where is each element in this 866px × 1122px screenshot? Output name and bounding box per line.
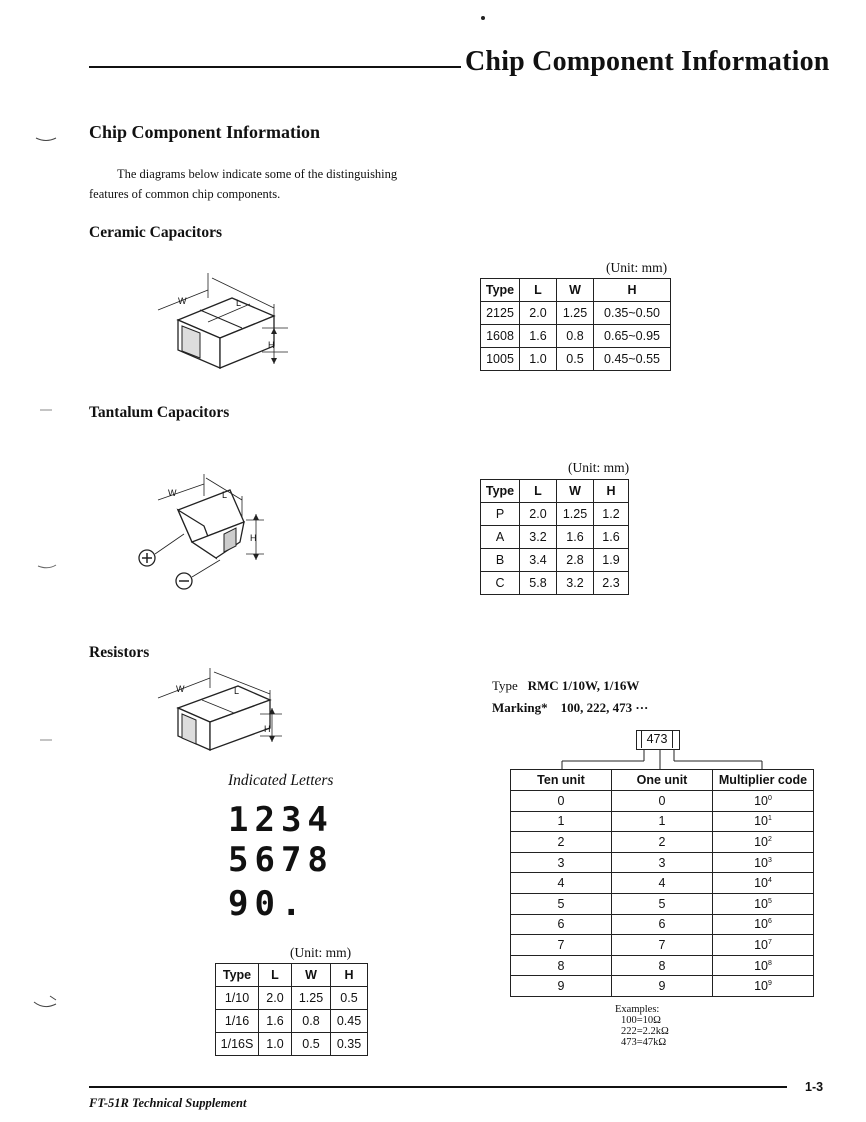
tantalum-unit-note: (Unit: mm) — [568, 460, 630, 475]
col-h: H — [594, 279, 671, 302]
cell: 1608 — [481, 325, 520, 348]
table-row — [481, 503, 629, 526]
col-one-unit: One unit — [612, 770, 713, 791]
type-value: RMC 1/10W, 1/16W — [527, 678, 640, 693]
resistor-examples — [615, 1004, 669, 1048]
cell: A — [481, 526, 520, 549]
col-w: W — [292, 964, 331, 987]
cell-ten: 7 — [511, 935, 612, 956]
cell-one: 3 — [612, 852, 713, 873]
table-row — [511, 935, 814, 956]
table-row — [511, 976, 814, 997]
cell-one: 5 — [612, 893, 713, 914]
table-row — [481, 348, 671, 371]
col-type: Type — [481, 480, 520, 503]
tantalum-l-label: L — [222, 490, 228, 500]
marking-label: Marking* — [492, 700, 548, 715]
cell-ten: 6 — [511, 914, 612, 935]
cell: 0.45~0.55 — [594, 348, 671, 371]
table-row — [481, 526, 629, 549]
cell: 1.9 — [594, 549, 629, 572]
ceramic-table — [480, 278, 671, 371]
table-row — [511, 873, 814, 894]
cell: 3.4 — [520, 549, 557, 572]
cell: 1.0 — [520, 348, 557, 371]
cell: 1.25 — [557, 503, 594, 526]
cell: 1/10 — [216, 987, 259, 1010]
cell: 1.25 — [292, 987, 331, 1010]
cell: 1.6 — [520, 325, 557, 348]
cell: 3.2 — [520, 526, 557, 549]
cell-ten: 1 — [511, 811, 612, 832]
type-label: Type — [492, 678, 518, 693]
cell-one: 6 — [612, 914, 713, 935]
cell-one: 0 — [612, 791, 713, 812]
table-header-row — [511, 770, 814, 791]
intro-line-2: features of common chip components. — [89, 187, 281, 201]
cell-ten: 5 — [511, 893, 612, 914]
cell-one: 9 — [612, 976, 713, 997]
header-dot — [481, 16, 485, 20]
cell: 1.0 — [259, 1033, 292, 1056]
cell: 1005 — [481, 348, 520, 371]
ceramic-l-label: L — [236, 298, 242, 308]
table-row — [511, 811, 814, 832]
tantalum-w-label: W — [168, 488, 177, 498]
cell: 1.6 — [259, 1010, 292, 1033]
cell-one: 7 — [612, 935, 713, 956]
table-row — [511, 791, 814, 812]
cell-one: 4 — [612, 873, 713, 894]
tantalum-h-label: H — [250, 533, 257, 543]
resistor-marking-line — [492, 700, 648, 716]
cell: 0.35~0.50 — [594, 302, 671, 325]
col-w: W — [557, 279, 594, 302]
footer-doc-title: FT-51R Technical Supplement — [89, 1096, 247, 1110]
col-ten-unit: Ten unit — [511, 770, 612, 791]
indicated-letters-row-1: 1234 — [228, 800, 334, 840]
resistor-type-line — [492, 678, 639, 694]
cell: 5.8 — [520, 572, 557, 595]
cell-multiplier: $10^3$ — [713, 852, 814, 873]
cell-one: 1 — [612, 811, 713, 832]
cell-ten: 0 — [511, 791, 612, 812]
margin-marks — [30, 0, 90, 1122]
col-w: W — [557, 480, 594, 503]
resistor-l-label: L — [234, 686, 240, 696]
tantalum-section-title: Tantalum Capacitors — [89, 404, 230, 421]
tantalum-capacitor-diagram — [134, 470, 304, 600]
resistor-diagram — [150, 666, 300, 756]
col-type: Type — [481, 279, 520, 302]
cell: 1.6 — [594, 526, 629, 549]
table-row — [511, 955, 814, 976]
cell-multiplier: $10^8$ — [713, 955, 814, 976]
col-l: L — [520, 480, 557, 503]
ceramic-w-label: W — [178, 296, 187, 306]
cell-ten: 3 — [511, 852, 612, 873]
col-type: Type — [216, 964, 259, 987]
cell-ten: 9 — [511, 976, 612, 997]
cell: 0.5 — [557, 348, 594, 371]
marking-example-inner: 473 — [641, 731, 673, 748]
cell: 0.45 — [331, 1010, 368, 1033]
resistor-h-label: H — [264, 724, 271, 734]
col-multiplier: Multiplier code — [713, 770, 814, 791]
table-row — [511, 832, 814, 853]
cell: 0.65~0.95 — [594, 325, 671, 348]
cell-multiplier: $10^4$ — [713, 873, 814, 894]
marking-example-box — [636, 730, 680, 750]
cell: 0.8 — [292, 1010, 331, 1033]
intro-paragraph — [89, 164, 449, 204]
table-row — [481, 302, 671, 325]
cell-multiplier: $10^0$ — [713, 791, 814, 812]
example-1: 100=10Ω — [621, 1015, 661, 1026]
table-row — [216, 1010, 368, 1033]
cell: C — [481, 572, 520, 595]
cell: 0.35 — [331, 1033, 368, 1056]
cell: 2125 — [481, 302, 520, 325]
cell: 0.5 — [292, 1033, 331, 1056]
cell: 0.8 — [557, 325, 594, 348]
resistor-table — [215, 963, 368, 1056]
table-row — [216, 1033, 368, 1056]
ceramic-capacitor-diagram — [150, 268, 310, 378]
ceramic-section-title: Ceramic Capacitors — [89, 224, 222, 241]
cell-one: 2 — [612, 832, 713, 853]
cell: 2.8 — [557, 549, 594, 572]
table-header-row — [481, 279, 671, 302]
cell: 1.25 — [557, 302, 594, 325]
cell: 2.3 — [594, 572, 629, 595]
indicated-letters-row-3: 90. — [228, 884, 308, 924]
cell-multiplier: $10^1$ — [713, 811, 814, 832]
cell-ten: 2 — [511, 832, 612, 853]
cell-ten: 4 — [511, 873, 612, 894]
ceramic-unit-note: (Unit: mm) — [606, 260, 668, 275]
cell: 2.0 — [259, 987, 292, 1010]
col-l: L — [259, 964, 292, 987]
table-row — [481, 549, 629, 572]
cell: 1.2 — [594, 503, 629, 526]
cell-one: 8 — [612, 955, 713, 976]
table-row — [481, 572, 629, 595]
marking-code-table — [510, 769, 814, 997]
table-row — [481, 325, 671, 348]
resistors-section-title: Resistors — [89, 644, 150, 661]
table-header-row — [216, 964, 368, 987]
resistor-w-label: W — [176, 684, 185, 694]
cell: P — [481, 503, 520, 526]
code-table-body — [511, 791, 814, 997]
example-3: 473=47kΩ — [621, 1037, 667, 1048]
marking-value: 100, 222, 473 ··· — [560, 700, 649, 715]
example-2: 222=2.2kΩ — [621, 1026, 669, 1037]
indicated-letters-row-2: 5678 — [228, 840, 334, 880]
table-header-row — [481, 480, 629, 503]
ceramic-h-label: H — [268, 340, 275, 350]
col-h: H — [331, 964, 368, 987]
cell-multiplier: $10^6$ — [713, 914, 814, 935]
table-row — [511, 914, 814, 935]
cell-multiplier: $10^9$ — [713, 976, 814, 997]
cell: 2.0 — [520, 302, 557, 325]
table-row — [511, 893, 814, 914]
cell: B — [481, 549, 520, 572]
header-rule — [89, 66, 461, 68]
intro-line-1: The diagrams below indicate some of the distinguishing — [117, 167, 398, 181]
examples-title: Examples: — [615, 1004, 660, 1015]
cell: 1.6 — [557, 526, 594, 549]
cell: 3.2 — [557, 572, 594, 595]
cell: 1/16 — [216, 1010, 259, 1033]
resistor-unit-note: (Unit: mm) — [290, 945, 352, 960]
indicated-letters-title: Indicated Letters — [228, 772, 334, 789]
cell-multiplier: $10^2$ — [713, 832, 814, 853]
cell-multiplier: $10^7$ — [713, 935, 814, 956]
banner-title: Chip Component Information — [465, 46, 830, 77]
col-h: H — [594, 480, 629, 503]
footer-rule — [89, 1086, 787, 1088]
table-row — [216, 987, 368, 1010]
col-l: L — [520, 279, 557, 302]
cell: 0.5 — [331, 987, 368, 1010]
tantalum-table — [480, 479, 629, 595]
cell-multiplier: $10^5$ — [713, 893, 814, 914]
cell-ten: 8 — [511, 955, 612, 976]
page-title: Chip Component Information — [89, 122, 321, 142]
cell: 1/16S — [216, 1033, 259, 1056]
page-number: 1-3 — [805, 1080, 824, 1094]
table-row — [511, 852, 814, 873]
cell: 2.0 — [520, 503, 557, 526]
